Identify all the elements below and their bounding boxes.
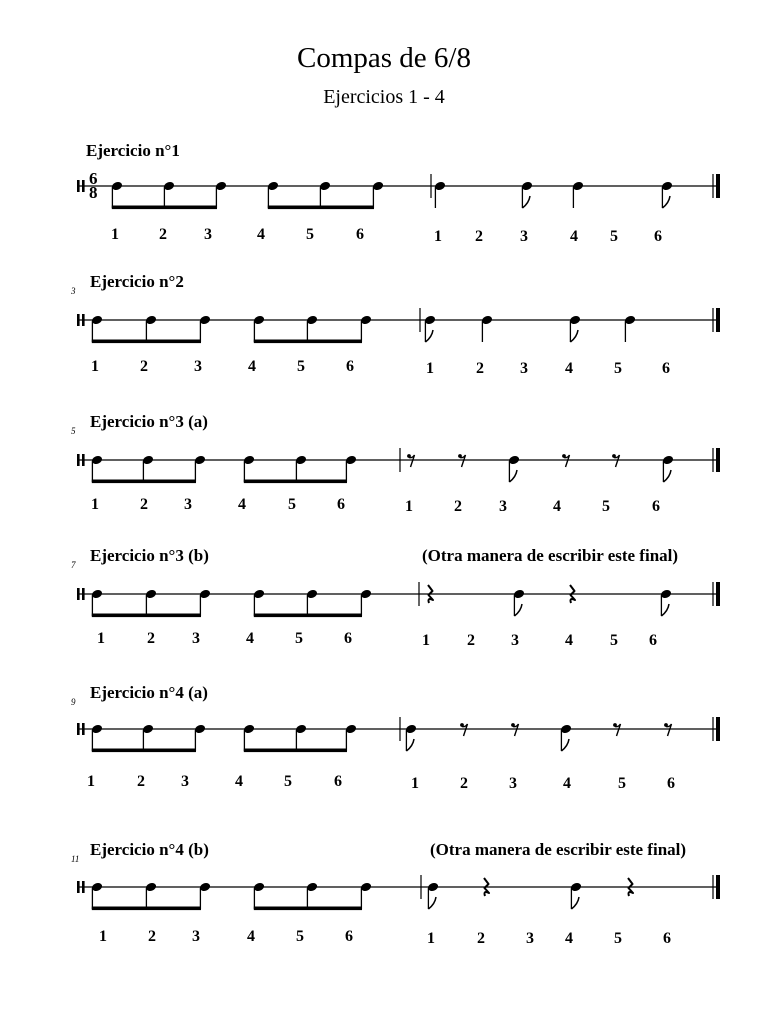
beat-count: 1 (91, 496, 99, 513)
beam (244, 480, 347, 484)
exercise-label: Ejercicio n°2 (90, 272, 184, 291)
beam (112, 206, 217, 210)
eighth-note (345, 724, 357, 751)
beat-count: 1 (111, 226, 119, 243)
beat-count: 4 (570, 228, 578, 245)
beat-count: 6 (649, 632, 657, 649)
page-title: Compas de 6/8 (297, 42, 471, 74)
page-subtitle: Ejercicios 1 - 4 (323, 86, 445, 108)
beat-count: 3 (511, 632, 519, 649)
eighth-note (145, 315, 157, 342)
eighth-note (306, 315, 318, 342)
quarter-note (624, 315, 636, 342)
eighth-note (194, 724, 206, 751)
eighth-note (215, 181, 227, 208)
beat-count: 6 (663, 930, 671, 947)
percussion-clef (77, 180, 85, 192)
beat-count: 5 (602, 498, 610, 515)
exercise-label: Ejercicio n°4 (b) (90, 840, 209, 859)
percussion-clef (77, 723, 85, 735)
beat-count: 5 (296, 928, 304, 945)
eighth-note (662, 455, 674, 482)
beat-count: 5 (297, 358, 305, 375)
beat-count: 2 (477, 930, 485, 947)
beat-count: 2 (475, 228, 483, 245)
beam (254, 614, 362, 618)
beam (92, 614, 201, 618)
measure-number: 9 (71, 697, 76, 707)
eighth-note (427, 882, 439, 909)
eighth-note (306, 882, 318, 909)
beat-count: 2 (140, 496, 148, 513)
beat-count: 1 (405, 498, 413, 515)
beam (92, 480, 196, 484)
final-barline (713, 448, 720, 472)
eighth-note (295, 724, 307, 751)
beat-count: 4 (246, 630, 254, 647)
quarter-rest (570, 585, 575, 603)
beat-count: 1 (97, 630, 105, 647)
beat-count: 5 (614, 360, 622, 377)
time-signature (89, 169, 98, 202)
beat-count: 5 (306, 226, 314, 243)
beat-count: 5 (610, 228, 618, 245)
beat-count: 2 (140, 358, 148, 375)
eighth-rest (613, 723, 620, 736)
beat-count: 2 (467, 632, 475, 649)
beat-count: 2 (147, 630, 155, 647)
eighth-note (306, 589, 318, 616)
eighth-note (253, 589, 265, 616)
beat-count: 4 (563, 775, 571, 792)
time-signature-top: 6 (89, 169, 98, 188)
measure-number: 7 (71, 560, 76, 570)
beat-count: 4 (247, 928, 255, 945)
time-signature-bottom: 8 (89, 183, 98, 202)
eighth-note (253, 882, 265, 909)
eighth-note (199, 882, 211, 909)
beat-count: 2 (454, 498, 462, 515)
beat-count: 3 (194, 358, 202, 375)
beat-count: 1 (91, 358, 99, 375)
exercise-note: (Otra manera de escribir este final) (430, 840, 687, 859)
beat-count: 3 (520, 360, 528, 377)
quarter-note (434, 181, 446, 208)
eighth-note (91, 455, 103, 482)
beat-count: 1 (426, 360, 434, 377)
quarter-rest (428, 585, 433, 603)
final-barline (713, 875, 720, 899)
beam (254, 340, 362, 344)
eighth-note (513, 589, 525, 616)
final-barline (713, 582, 720, 606)
beat-count: 6 (652, 498, 660, 515)
beat-count: 5 (610, 632, 618, 649)
beat-count: 4 (565, 360, 573, 377)
beat-count: 1 (434, 228, 442, 245)
exercise-label: Ejercicio n°1 (86, 141, 180, 160)
eighth-note (91, 315, 103, 342)
beam (244, 749, 347, 753)
eighth-rest (612, 454, 619, 467)
beat-count: 4 (565, 930, 573, 947)
percussion-clef (77, 881, 85, 893)
eighth-note (372, 181, 384, 208)
measure-number: 5 (71, 426, 76, 436)
exercise-label: Ejercicio n°4 (a) (90, 683, 208, 702)
beat-count: 6 (662, 360, 670, 377)
beat-count: 4 (257, 226, 265, 243)
eighth-note (199, 315, 211, 342)
final-barline (713, 174, 720, 198)
beat-count: 1 (99, 928, 107, 945)
beam (92, 907, 201, 911)
beat-count: 3 (184, 496, 192, 513)
beat-count: 4 (238, 496, 246, 513)
eighth-rest (460, 723, 467, 736)
quarter-note (572, 181, 584, 208)
eighth-note (661, 181, 673, 208)
eighth-note (145, 882, 157, 909)
eighth-note (111, 181, 123, 208)
beat-count: 3 (526, 930, 534, 947)
beat-count: 1 (87, 773, 95, 790)
eighth-note (243, 455, 255, 482)
beat-count: 4 (235, 773, 243, 790)
beam (92, 749, 196, 753)
beat-count: 6 (654, 228, 662, 245)
eighth-note (194, 455, 206, 482)
beat-count: 2 (148, 928, 156, 945)
beat-count: 3 (181, 773, 189, 790)
beat-count: 1 (427, 930, 435, 947)
beat-count: 2 (476, 360, 484, 377)
beat-count: 6 (356, 226, 364, 243)
eighth-note (142, 724, 154, 751)
eighth-note (360, 315, 372, 342)
beat-count: 6 (346, 358, 354, 375)
beat-count: 6 (345, 928, 353, 945)
eighth-note (253, 315, 265, 342)
eighth-note (91, 589, 103, 616)
eighth-rest (458, 454, 465, 467)
percussion-clef (77, 314, 85, 326)
quarter-note (481, 315, 493, 342)
beat-count: 5 (288, 496, 296, 513)
beat-count: 5 (614, 930, 622, 947)
beat-count: 6 (334, 773, 342, 790)
eighth-note (91, 724, 103, 751)
eighth-note (424, 315, 436, 342)
eighth-note (360, 589, 372, 616)
quarter-rest (484, 878, 489, 896)
beat-count: 4 (553, 498, 561, 515)
eighth-rest (562, 454, 569, 467)
beat-count: 4 (565, 632, 573, 649)
quarter-rest (628, 878, 633, 896)
eighth-note (267, 181, 279, 208)
beam (268, 206, 374, 210)
beat-count: 2 (460, 775, 468, 792)
eighth-rest (511, 723, 518, 736)
eighth-note (521, 181, 533, 208)
beat-count: 3 (192, 928, 200, 945)
beat-count: 3 (192, 630, 200, 647)
beat-count: 3 (509, 775, 517, 792)
eighth-note (163, 181, 175, 208)
eighth-note (660, 589, 672, 616)
exercise-label: Ejercicio n°3 (a) (90, 412, 208, 431)
exercise-label: Ejercicio n°3 (b) (90, 546, 209, 565)
eighth-rest (664, 723, 671, 736)
measure-number: 3 (71, 286, 76, 296)
eighth-note (91, 882, 103, 909)
eighth-note (569, 315, 581, 342)
beat-count: 2 (159, 226, 167, 243)
beat-count: 6 (344, 630, 352, 647)
eighth-note (345, 455, 357, 482)
measure-number: 11 (71, 854, 80, 864)
eighth-note (560, 724, 572, 751)
final-barline (713, 308, 720, 332)
beam (254, 907, 362, 911)
beat-count: 5 (284, 773, 292, 790)
eighth-note (360, 882, 372, 909)
beat-count: 6 (667, 775, 675, 792)
beat-count: 3 (499, 498, 507, 515)
beat-count: 5 (295, 630, 303, 647)
beat-count: 3 (520, 228, 528, 245)
beat-count: 1 (411, 775, 419, 792)
percussion-clef (77, 454, 85, 466)
beat-count: 4 (248, 358, 256, 375)
beat-count: 3 (204, 226, 212, 243)
exercise-note: (Otra manera de escribir este final) (422, 546, 679, 565)
beat-count: 1 (422, 632, 430, 649)
eighth-note (570, 882, 582, 909)
eighth-note (319, 181, 331, 208)
beat-count: 6 (337, 496, 345, 513)
beat-count: 5 (618, 775, 626, 792)
eighth-note (145, 589, 157, 616)
eighth-note (142, 455, 154, 482)
eighth-note (405, 724, 417, 751)
beam (92, 340, 201, 344)
final-barline (713, 717, 720, 741)
beat-count: 2 (137, 773, 145, 790)
eighth-note (508, 455, 520, 482)
eighth-note (243, 724, 255, 751)
eighth-rest (407, 454, 414, 467)
eighth-note (199, 589, 211, 616)
eighth-note (295, 455, 307, 482)
percussion-clef (77, 588, 85, 600)
